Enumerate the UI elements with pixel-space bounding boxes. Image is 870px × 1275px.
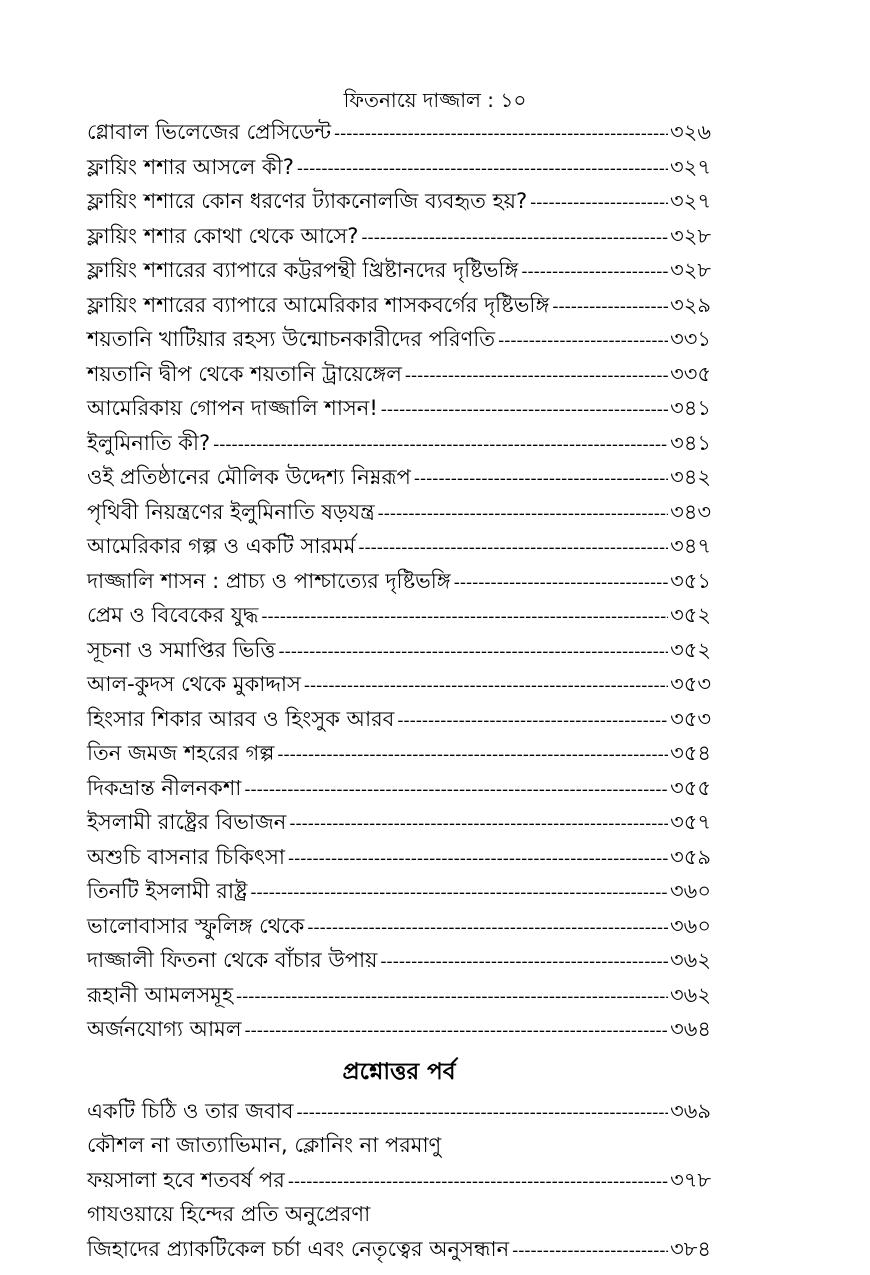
toc-entry [87, 1128, 711, 1163]
toc-entry-page-number: ৩৬২ [670, 982, 711, 1007]
toc-entry-title: আমেরিকায় গোপন দাজ্জালি শাসন! [87, 396, 378, 420]
toc-entry-title: রূহানী আমলসমূহ [87, 982, 234, 1007]
dash-leader [236, 980, 668, 1014]
dash-leader [334, 117, 668, 151]
toc-entry-page-number: ৩৪৩ [670, 499, 711, 524]
dash-leader [297, 1096, 669, 1130]
toc-entry-title: ফ্লায়িং শশার আসলে কী? [87, 154, 294, 179]
section-heading: প্রশ্নোত্তর পর্ব [342, 1058, 456, 1085]
toc-entry-page-number: ৩২৭ [670, 154, 711, 179]
toc-entry [87, 702, 711, 737]
toc-entry-title: হিংসার শিকার আরব ও হিংসুক আরব [87, 706, 395, 731]
toc-entry-page-number: ৩৪২ [670, 465, 711, 489]
dash-leader [378, 497, 668, 531]
toc-entry [87, 874, 711, 909]
toc-entry [87, 1012, 711, 1047]
toc-entry-title: দাজ্জালী ফিতনা থেকে বাঁচার উপায় [87, 948, 378, 972]
toc-entry-title: অশুচি বাসনার চিকিৎসা [87, 844, 286, 869]
toc-entry-page-number: ৩৫৩ [670, 672, 711, 696]
toc-entry-page-number: ৩৬৪ [670, 1017, 711, 1041]
dash-leader [552, 290, 668, 324]
dash-leader [454, 566, 668, 600]
running-header: ফিতনায়ে দাজ্জাল : ১০ [343, 88, 527, 112]
toc-entry-page-number: ৩৩৫ [670, 361, 711, 386]
dash-leader [512, 1234, 668, 1268]
toc-entry [87, 322, 711, 357]
toc-entry-page-number: ৩৬৯ [670, 1098, 711, 1123]
toc-entry [87, 288, 711, 323]
toc-entry-title: ইসলামী রাষ্ট্রের বিভাজন [87, 810, 287, 834]
toc-entry-title: আমেরিকার গল্প ও একটি সারমর্ম [87, 534, 356, 558]
toc-entry [87, 598, 711, 633]
toc-entry [87, 184, 711, 219]
dash-leader [213, 428, 668, 462]
toc-entry-title: প্রেম ও বিবেকের যুদ্ধ [87, 603, 259, 627]
dash-leader [414, 462, 668, 496]
toc-entry-title: দিকভ্রান্ত নীলনকশা [87, 775, 242, 800]
dash-leader [381, 393, 668, 427]
toc-entry-page-number: ৩৫৫ [670, 775, 711, 800]
dash-leader [358, 531, 668, 565]
toc-entry-page-number: ৩৫৩ [670, 706, 711, 731]
toc-entry [87, 426, 711, 461]
toc-entry [87, 909, 711, 944]
toc-entry-page-number: ৩২৬ [670, 120, 711, 144]
toc-entry-title: শয়তানি দ্বীপ থেকে শয়তানি ট্রায়েঙ্গেল [87, 361, 402, 386]
dash-leader [288, 842, 668, 876]
toc-entry-page-number: ৩৩১ [670, 327, 711, 351]
toc-entry [87, 840, 711, 875]
toc-entry [87, 391, 711, 426]
toc-entry-page-number: ৩৫৭ [670, 810, 711, 834]
toc-entry-page-number: ৩২৮ [670, 223, 711, 248]
toc-entry-title: গ্লোবাল ভিলেজের প্রেসিডেন্ট [87, 120, 332, 144]
toc-entry [87, 495, 711, 530]
toc-entry-title: ফ্লায়িং শশার কোথা থেকে আসে? [87, 223, 359, 248]
toc-entry-page-number: ৩২৯ [670, 292, 711, 317]
toc-entry [87, 1094, 711, 1129]
toc-entry-page-number: ৩৫২ [670, 637, 711, 662]
toc-entry-title: ভালোবাসার স্ফুলিঙ্গ থেকে [87, 913, 305, 938]
toc-entry-title: জিহাদের প্র্যাকটিকেল চর্চা এবং নেতৃত্বের অনুসন্ধান [87, 1236, 510, 1261]
toc-entry [87, 805, 711, 840]
toc-main-list [87, 115, 711, 1047]
dash-leader [521, 255, 668, 289]
toc-entry-title: ফয়সালা হবে শতবর্ষ পর [87, 1167, 285, 1192]
toc-entry-title: গাযওয়ায়ে হিন্দের প্রতি অনুপ্রেরণা [87, 1202, 371, 1226]
toc-entry [87, 1163, 711, 1198]
toc-entry [87, 771, 711, 806]
toc-entry [87, 667, 711, 702]
toc-entry-page-number: ৩৬০ [670, 913, 711, 938]
dash-leader [277, 738, 668, 772]
toc-entry-title: কৌশল না জাত্যাভিমান, ক্লোনিং না পরমাণু [87, 1133, 442, 1157]
toc-entry [87, 1232, 711, 1267]
toc-entry-page-number: ৩৪৭ [670, 534, 711, 558]
dash-leader [307, 911, 668, 945]
toc-entry [87, 564, 711, 599]
toc-entry-title: একটি চিঠি ও তার জবাব [87, 1098, 294, 1123]
dash-leader [250, 876, 668, 910]
dash-leader [288, 1165, 668, 1199]
toc-entry [87, 253, 711, 288]
dash-leader [530, 186, 668, 220]
toc-entry-page-number: ৩২৭ [670, 189, 711, 213]
toc-entry [87, 633, 711, 668]
toc-entry-page-number: ৩৬০ [670, 879, 711, 903]
toc-entry-title: তিন জমজ শহরের গল্প [87, 741, 275, 765]
dash-leader [289, 807, 668, 841]
dash-leader [397, 704, 668, 738]
toc-entry-page-number: ৩৮৪ [670, 1236, 711, 1261]
toc-entry-title: সূচনা ও সমাপ্তির ভিত্তি [87, 637, 276, 662]
dash-leader [261, 600, 668, 634]
toc-entry [87, 150, 711, 185]
dash-leader [498, 324, 668, 358]
dash-leader [297, 152, 668, 186]
toc-entry-page-number: ৩৬২ [670, 948, 711, 972]
toc-entry [87, 943, 711, 978]
toc-entry-title: ওই প্রতিষ্ঠানের মৌলিক উদ্দেশ্য নিম্নরূপ [87, 465, 411, 489]
toc-entry-title: ফ্লায়িং শশারে কোন ধরণের ট্যাকনোলজি ব্যবহৃত হয়? [87, 189, 528, 213]
table-of-contents [87, 115, 711, 1266]
toc-entry-title: শয়তানি খাটিয়ার রহস্য উন্মোচনকারীদের পরিণতি [87, 327, 496, 351]
dash-leader [278, 635, 668, 669]
toc-entry [87, 1197, 711, 1232]
toc-entry [87, 357, 711, 392]
toc-entry [87, 115, 711, 150]
toc-section-list [87, 1094, 711, 1267]
toc-entry-page-number: ৩৪১ [670, 396, 711, 420]
toc-entry-title: ফ্লায়িং শশারের ব্যাপারে আমেরিকার শাসকবর্গের দৃষ্টিভঙ্গি [87, 292, 550, 317]
toc-entry [87, 460, 711, 495]
dash-leader [244, 1014, 668, 1048]
toc-entry [87, 978, 711, 1013]
toc-entry-page-number: ৩৫৯ [670, 844, 711, 869]
toc-entry [87, 736, 711, 771]
toc-entry-page-number: ৩৫১ [670, 568, 711, 593]
toc-entry-page-number: ৩৫২ [670, 603, 711, 627]
toc-entry-page-number: ৩২৮ [670, 258, 711, 282]
dash-leader [304, 669, 668, 703]
toc-entry-page-number: ৩৭৮ [670, 1167, 711, 1192]
toc-entry-title: পৃথিবী নিয়ন্ত্রণের ইলুমিনাতি ষড়যন্ত্র [87, 499, 375, 524]
toc-entry-title: তিনটি ইসলামী রাষ্ট্র [87, 879, 248, 903]
dash-leader [361, 221, 668, 255]
dash-leader [405, 359, 668, 393]
toc-entry-title: অর্জনযোগ্য আমল [87, 1017, 242, 1041]
toc-entry-title: ফ্লায়িং শশারের ব্যাপারে কট্টরপন্থী খ্রিষ্টানদের দৃষ্টিভঙ্গি [87, 258, 519, 282]
toc-entry-title: ইলুমিনাতি কী? [87, 430, 211, 455]
dash-leader [380, 945, 668, 979]
toc-entry [87, 219, 711, 254]
toc-entry-page-number: ৩৪১ [670, 430, 711, 455]
dash-leader [244, 773, 668, 807]
toc-entry-page-number: ৩৫৪ [670, 741, 711, 765]
toc-entry-title: আল-কুদস থেকে মুকাদ্দাস [87, 672, 301, 696]
toc-entry [87, 529, 711, 564]
toc-entry-title: দাজ্জালি শাসন : প্রাচ্য ও পাশ্চাত্যের দৃষ্টিভঙ্গি [87, 568, 451, 593]
